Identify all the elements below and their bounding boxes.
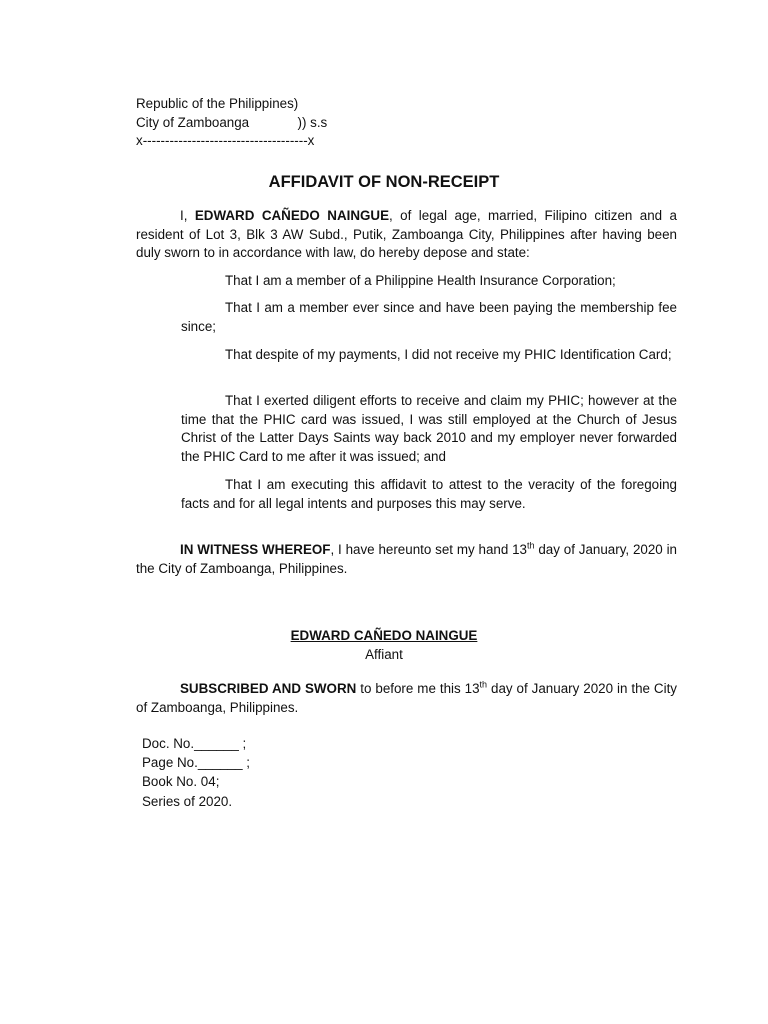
jurat-lead: SUBSCRIBED AND SWORN xyxy=(180,681,357,696)
intro-text: , of legal age, married, Filipino citizen and a resident of Lot 3, Blk 3 AW Subd., Putik, Zamboanga City, Philippines after having been duly sworn to in accordance with law, do hereby depose and state: xyxy=(136,208,677,261)
caption-divider: x-------------------------------------x xyxy=(136,133,315,148)
witness-lead: IN WITNESS WHEREOF xyxy=(180,542,331,557)
statement-membership-fee: That I am a member ever since and have been paying the membership fee since; xyxy=(181,300,677,334)
signature-block xyxy=(0,627,768,664)
notary-doc-no: Doc. No.______ ; xyxy=(142,736,247,751)
intro-prefix: I, xyxy=(180,208,195,223)
jurat-text: to before me this 13 xyxy=(356,681,480,696)
jurat-ordinal: th xyxy=(479,679,488,690)
signature-name: EDWARD CAÑEDO NAINGUE xyxy=(290,628,478,643)
statement-membership: That I am a member of a Philippine Health Insurance Corporation; xyxy=(225,273,616,288)
affiant-name: EDWARD CAÑEDO NAINGUE xyxy=(194,208,390,223)
statement-non-receipt: That despite of my payments, I did not receive my PHIC Identification Card; xyxy=(225,347,672,362)
witness-paragraph xyxy=(136,541,677,578)
statement-purpose: That I am executing this affidavit to attest to the veracity of the foregoing facts and for all legal intents and purposes this may serve. xyxy=(181,477,677,511)
notary-page-no: Page No.______ ; xyxy=(142,755,250,771)
intro-paragraph xyxy=(136,207,677,263)
notary-details xyxy=(142,734,250,811)
jurat-text-end: day of January 2020 in the City of Zamboanga, Philippines. xyxy=(136,681,677,715)
venue-caption xyxy=(136,95,327,151)
witness-text-end: day of January, 2020 in the City of Zamboanga, Philippines. xyxy=(136,542,677,576)
witness-text: , I have hereunto set my hand 13 xyxy=(330,542,528,557)
document-title: AFFIDAVIT OF NON-RECEIPT xyxy=(268,173,500,191)
notary-series: Series of 2020. xyxy=(142,793,233,809)
caption-republic: Republic of the Philippines) xyxy=(136,96,299,111)
notary-book-no: Book No. 04; xyxy=(142,774,220,790)
jurat-paragraph xyxy=(136,680,677,717)
statement-efforts: That I exerted diligent efforts to receive and claim my PHIC; however at the time that the PHIC card was issued, I was still employed at the Church of Jesus Christ of the Latter Days Saints way back 2010 and my employer never forwarded the PHIC Card to me after it was issued; and xyxy=(181,393,677,464)
caption-city: City of Zamboanga )) s.s xyxy=(136,114,328,130)
witness-ordinal: th xyxy=(527,540,535,551)
signature-role: Affiant xyxy=(365,646,403,662)
